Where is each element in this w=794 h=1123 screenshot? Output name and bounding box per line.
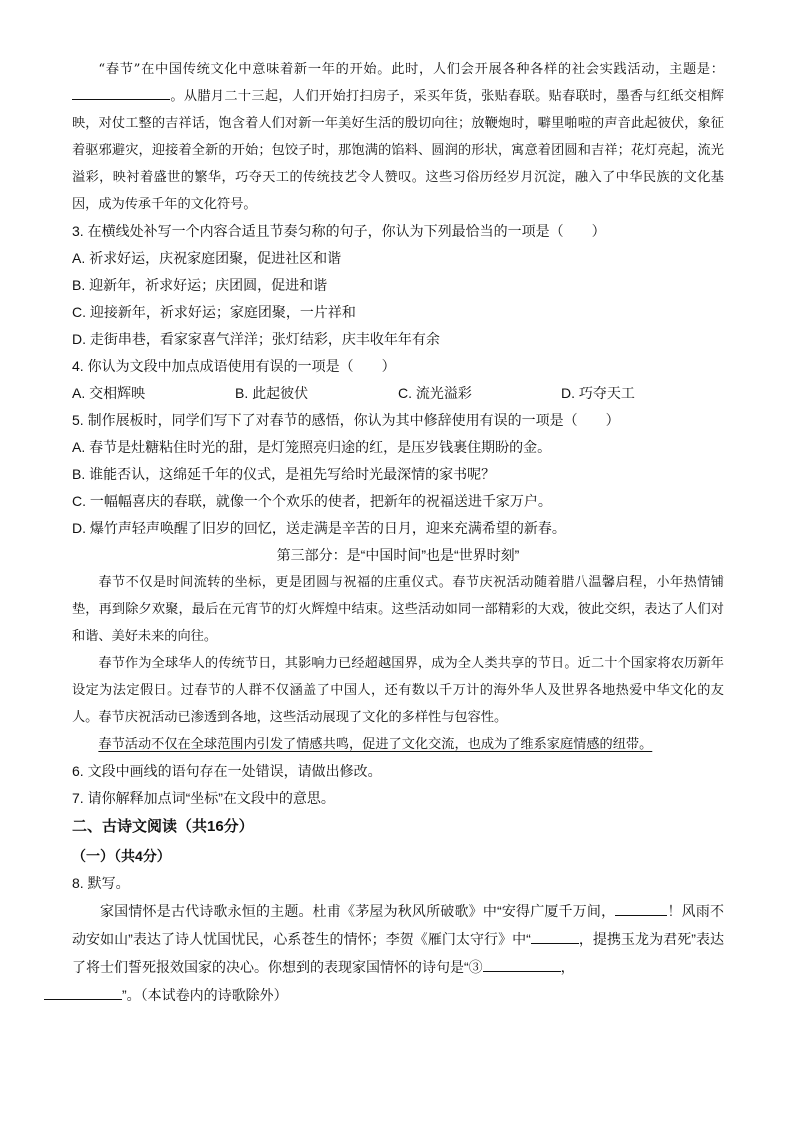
spring-festival-passage xyxy=(72,56,724,218)
q3-option-c: C. 迎接新年，祈求好运；家庭团聚，一片祥和 xyxy=(72,304,356,320)
q8-text-1: 家国情怀是古代诗歌永恒的主题。杜甫《茅屋为秋风所破歌》中“安得广厦千万间， xyxy=(100,903,616,919)
answer-blank-3b[interactable] xyxy=(44,985,122,1000)
answer-blank-3a[interactable] xyxy=(483,957,561,972)
q4-stem: 4. 你认为文段中加点成语使用有误的一项是（ ） xyxy=(72,358,396,374)
part3-passage xyxy=(72,569,724,758)
q6-stem: 6. 文段中画线的语句存在一处错误，请做出修改。 xyxy=(72,763,382,779)
q5-option-b: B. 谁能否认，这绵延千年的仪式，是祖先写给时光最深情的家书呢？ xyxy=(72,466,496,482)
q3-stem: 3. 在横线处补写一个内容合适且节奏匀称的句子，你认为下列最恰当的一项是（ ） xyxy=(72,223,606,239)
part3-paragraph-1: 春节不仅是时间流转的坐标，更是团圆与祝福的庄重仪式。春节庆祝活动随着腊八温馨启程，小年热情铺垫，再到除夕欢聚，最后在元宵节的灯火辉煌中结束。这些活动如同一部精彩的大戏，彼此交织，表达了人们对和谐、美好未来的向往。 xyxy=(72,575,724,644)
q5-option-a: A. 春节是灶糖粘住时光的甜，是灯笼照亮归途的红，是压岁钱裹住期盼的金。 xyxy=(72,439,552,455)
q8-text-3: ，提携玉龙为君死”表达了将士们誓死报效国家的决心。你想到的表现家国情怀的诗句是“③ xyxy=(72,931,724,975)
theme-blank xyxy=(72,85,170,100)
q8-stem: 8. 默写。 xyxy=(72,875,130,891)
q5-option-c: C. 一幅幅喜庆的春联，就像一个个欢乐的使者，把新年的祝福送进千家万户。 xyxy=(72,493,552,509)
part3-paragraph-2: 春节作为全球华人的传统节日，其影响力已经超越国界，成为全人类共享的节日。近二十个国家将农历新年设定为法定假日。过春节的人群不仅涵盖了中国人，还有数以千万计的海外华人及世界各地热爱中华文化的友人。春节庆祝活动已渗透到各地，这些活动展现了文化的多样性与包容性。 xyxy=(72,656,724,725)
q8-text-5: ”。（本试卷内的诗歌除外） xyxy=(122,987,288,1003)
q4-option-c: C. 流光溢彩 xyxy=(398,385,472,401)
q4-option-a: A. 交相辉映 xyxy=(72,385,146,401)
q8-body xyxy=(72,897,724,1009)
page-content xyxy=(72,56,724,1009)
q7-stem: 7. 请你解释加点词“坐标”在文段中的意思。 xyxy=(72,790,335,806)
q5-stem: 5. 制作展板时，同学们写下了对春节的感悟，你认为其中修辞使用有误的一项是（ ） xyxy=(72,412,620,428)
q8-text-2: ！风雨不动安如山”表达了诗人忧国忧民，心系苍生的情怀；李贺《雁门太守行》中“ xyxy=(72,903,724,947)
passage-paragraph xyxy=(72,56,724,218)
q8-text-4: ， xyxy=(560,959,575,975)
part3-paragraph-3 xyxy=(72,731,724,758)
underlined-sentence: 春节活动不仅在全球范围内引发了情感共鸣，促进了文化交流，也成为了维系家庭情感的纽带。 xyxy=(98,737,653,752)
section-title: 二、古诗文阅读（共16分） xyxy=(72,818,254,835)
q4-options xyxy=(72,380,724,407)
q4-option-b: B. 此起彼伏 xyxy=(235,385,309,401)
answer-blank-1[interactable] xyxy=(615,901,667,916)
passage-text-rest: 。从腊月二十三起，人们开始打扫房子，采买年货，张贴春联。贴春联时，墨香与红纸交相辉映，对仗工整的吉祥话，饱含着人们对新一年美好生活的殷切向往；放鞭炮时，噼里啪啦的声音此起彼伏，象征着驱邪避灾，迎接着全新的开始；包饺子时，那饱满的馅料、圆润的形状，寓意着团圆和吉祥；花灯亮起，流光溢彩，映衬着盛世的繁华，巧夺天工的传统技艺令人赞叹。这些习俗历经岁月沉淀，融入了中华民族的文化基因，成为传承千年的文化符号。 xyxy=(72,89,724,212)
q4-option-d: D. 巧夺天工 xyxy=(561,385,635,401)
part3-title: 第三部分：是“中国时间”也是“世界时刻” xyxy=(276,547,520,563)
answer-blank-2[interactable] xyxy=(531,929,579,944)
q3-option-d: D. 走街串巷，看家家喜气洋洋；张灯结彩，庆丰收年年有余 xyxy=(72,331,440,347)
q5-option-d: D. 爆竹声轻声唤醒了旧岁的回忆，送走满是辛苦的日月，迎来充满希望的新春。 xyxy=(72,520,566,536)
passage-text-start: “春节”在中国传统文化中意味着新一年的开始。此时，人们会开展各种各样的社会实践活动，主题是： xyxy=(98,62,724,77)
subsection-title: （一）（共4分） xyxy=(72,848,171,864)
q3-option-b: B. 迎新年，祈求好运；庆团圆，促进和谐 xyxy=(72,277,328,293)
q3-option-a: A. 祈求好运，庆祝家庭团聚，促进社区和谐 xyxy=(72,250,342,266)
